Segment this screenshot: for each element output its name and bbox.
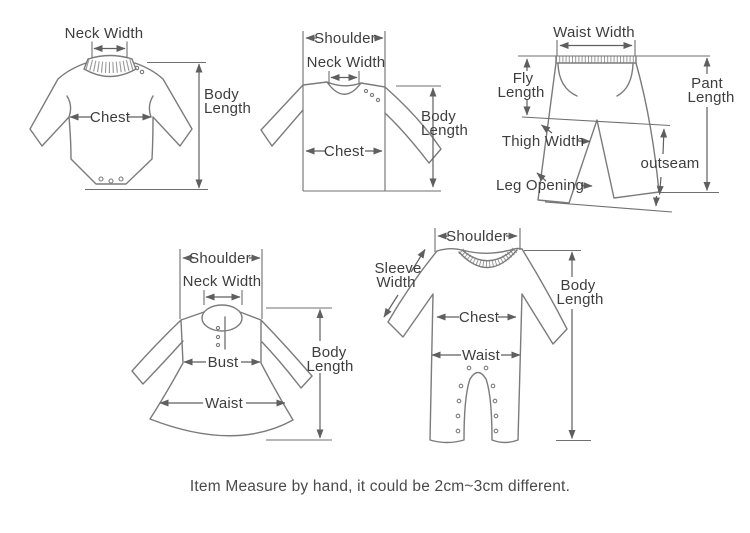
outseam-arrow xyxy=(660,177,662,195)
dress-neckline xyxy=(202,305,242,331)
snap-dot xyxy=(119,177,123,181)
snap-dot xyxy=(109,179,113,183)
pants-fly-length-label: Length xyxy=(497,84,545,101)
snap-dot xyxy=(370,93,373,96)
shirt-top-edge xyxy=(303,82,385,87)
snap-dot xyxy=(140,70,143,73)
snap-dot xyxy=(135,66,138,69)
snap-dot xyxy=(216,326,219,329)
measurement-disclaimer: Item Measure by hand, it could be 2cm~3cm different. xyxy=(189,478,571,495)
bodysuit-diagram xyxy=(30,25,251,190)
snap-dot xyxy=(364,89,367,92)
bodysuit-chest-label: Chest xyxy=(89,109,131,126)
snap-dot xyxy=(376,98,379,101)
shirt-body-length-label: Body xyxy=(421,108,456,125)
sleeve-width-arrow xyxy=(384,295,398,317)
snap-dot xyxy=(467,366,471,370)
bodysuit-neck-width-label: Neck Width xyxy=(64,25,144,42)
snap-dot xyxy=(494,414,498,418)
dress-neck-width-label: Neck Width xyxy=(182,273,262,290)
shirt-chest-label: Chest xyxy=(323,143,365,160)
pants-fly-length-label: Fly xyxy=(512,70,534,87)
snap-dot xyxy=(493,399,497,403)
snap-dot xyxy=(494,429,498,433)
romper-diagram xyxy=(374,228,603,443)
shirt-neck-width-label: Neck Width xyxy=(306,54,386,71)
dress-waist-label: Waist xyxy=(205,395,243,412)
pants-leg-opening-label: Leg Opening xyxy=(495,177,585,194)
dress-shoulder-label: Shoulder xyxy=(189,250,251,267)
pants-outseam-label: outseam xyxy=(640,155,700,172)
shirt-diagram xyxy=(261,30,468,191)
snap-dot xyxy=(457,399,461,403)
romper-sleeve-width-label: Sleeve xyxy=(374,260,422,277)
romper-chest-label: Chest xyxy=(458,309,500,326)
snap-dot xyxy=(456,429,460,433)
shirt-left-sleeve xyxy=(261,85,303,146)
romper-waist-label: Waist xyxy=(462,347,500,364)
romper-body-length-label: Length xyxy=(556,291,604,308)
dress-bust-label: Bust xyxy=(207,354,239,371)
romper-shoulder-label: Shoulder xyxy=(446,228,508,245)
bodysuit-collar-ribbing xyxy=(87,64,133,68)
snap-dot xyxy=(456,414,460,418)
snap-dot xyxy=(491,384,495,388)
dress-diagram xyxy=(132,249,354,440)
pants-thigh-width-label: Thigh Width xyxy=(501,133,585,150)
snap-dot xyxy=(216,343,219,346)
dress-body-length-label: Body xyxy=(311,344,347,361)
pants-pockets xyxy=(558,64,633,96)
dress-body-length-label: Length xyxy=(306,358,354,375)
snap-dot xyxy=(459,384,463,388)
snap-dot xyxy=(99,177,103,181)
dress-left-sleeve xyxy=(132,320,183,384)
shirt-body-length-label: Length xyxy=(421,122,469,139)
romper-body-length-label: Body xyxy=(560,277,596,294)
pants-diagram xyxy=(496,24,735,212)
outseam-arrow xyxy=(656,196,657,206)
pants-pant-length-label: Length xyxy=(687,89,735,106)
romper-sleeve-width-label: Width xyxy=(376,274,416,291)
bodysuit-body-length-label: Body xyxy=(204,86,239,103)
tick-line xyxy=(557,40,635,56)
extension-line xyxy=(545,202,672,212)
bodysuit-body-length-label: Length xyxy=(204,100,252,117)
outseam-arrow xyxy=(663,129,664,154)
snap-dot xyxy=(216,335,219,338)
pants-waist-width-label: Waist Width xyxy=(553,24,635,41)
pants-pant-length-label: Pant xyxy=(691,75,723,92)
shirt-shoulder-label: Shoulder xyxy=(314,30,376,47)
snap-dot xyxy=(484,366,488,370)
